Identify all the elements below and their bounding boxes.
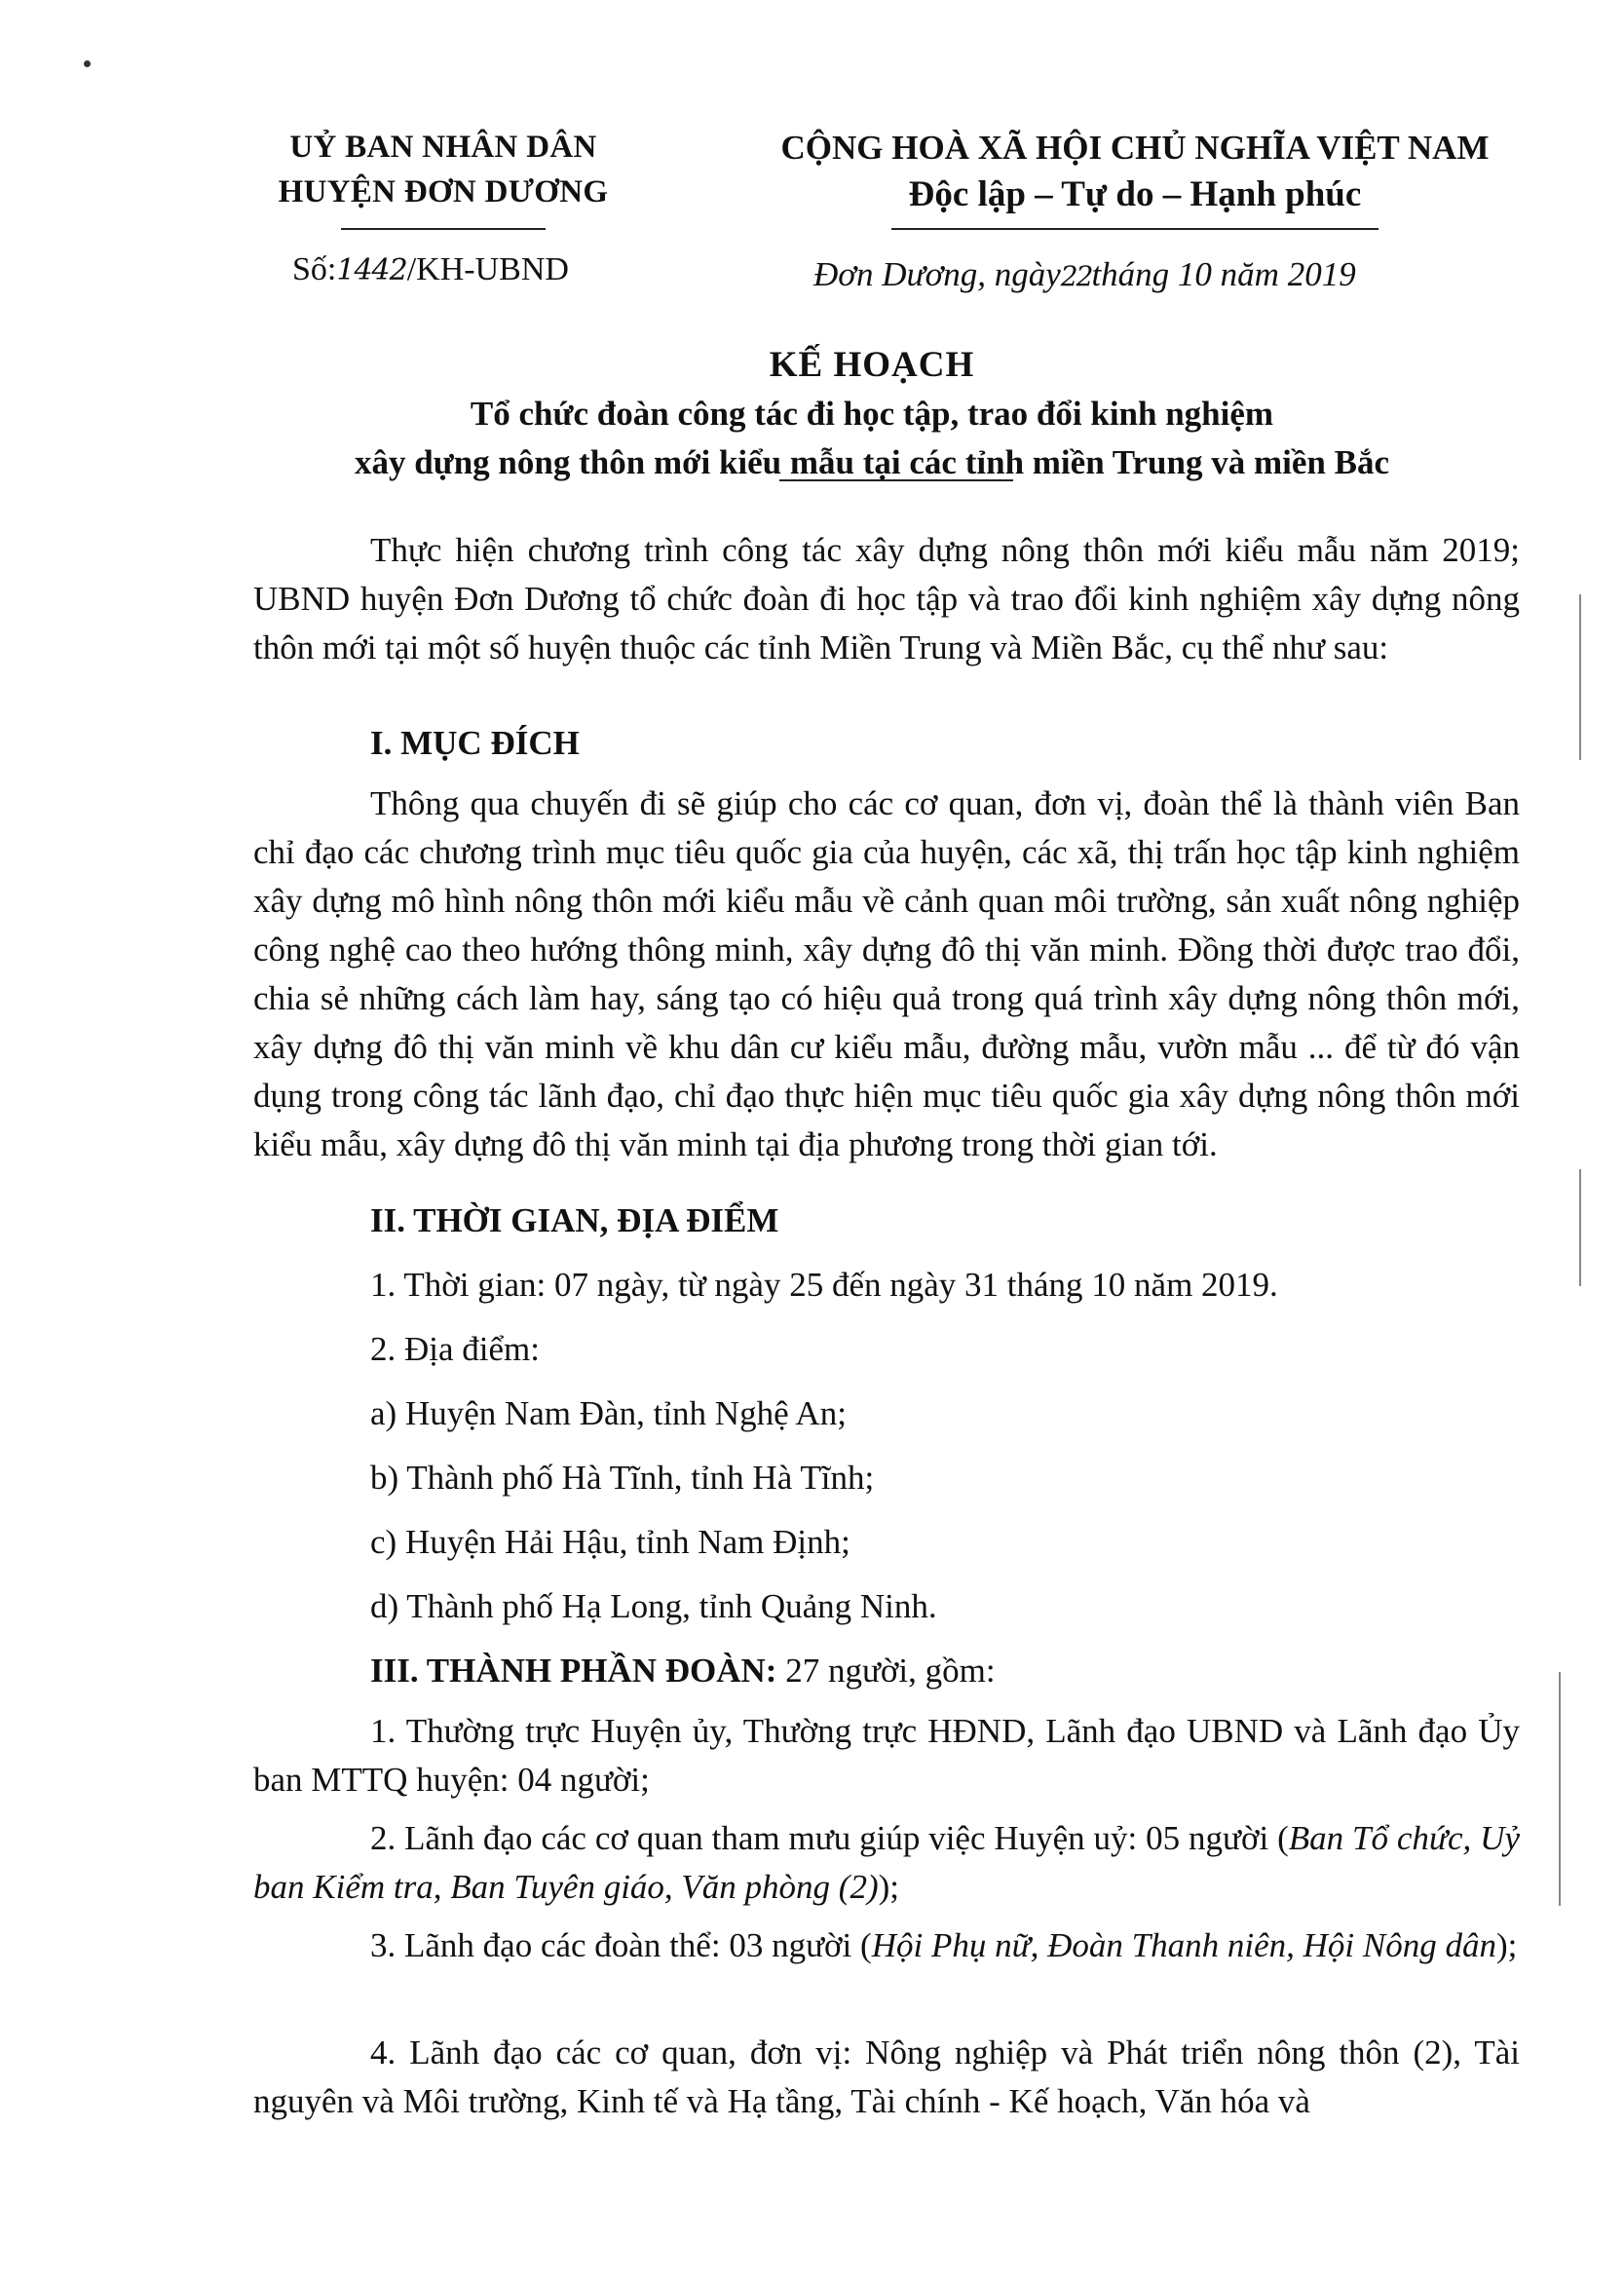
authority-line-1: UỶ BAN NHÂN DÂN	[289, 130, 597, 165]
title-underline	[779, 479, 1013, 481]
issuing-authority	[224, 125, 662, 230]
member-item-1: 1. Thường trực Huyện ủy, Thường trực HĐND, Lãnh đạo UBND và Lãnh đạo Ủy ban MTTQ huyện: 04 người;	[253, 1712, 1520, 1799]
place-item	[253, 1389, 1520, 1438]
member-item-3-main: 3. Lãnh đạo các đoàn thể: 03 người (	[370, 1926, 872, 1964]
section-1-text: Thông qua chuyến đi sẽ giúp cho các cơ quan, đơn vị, đoàn thể là thành viên Ban chỉ đạo các chương trình mục tiêu quốc gia của huyện, các xã, thị trấn học tập kinh nghiệm xây dựng mô hình nông thôn mới kiểu mẫu về cảnh quan môi trường, sản xuất nông nghiệp công nghệ cao theo hướng thông minh, xây dựng đô thị văn minh. Đồng thời được trao đổi, chia sẻ những cách làm hay, sáng tạo có hiệu quả trong quá trình xây dựng nông thôn mới, xây dựng đô thị văn minh về khu dân cư kiểu mẫu, đường mẫu, vườn mẫu ... để từ đó vận dụng trong công tác lãnh đạo, chỉ đạo thực hiện mục tiêu quốc gia xây dựng nông thôn mới kiểu mẫu, xây dựng đô thị văn minh tại địa phương trong thời gian tới.	[253, 784, 1520, 1163]
national-motto	[706, 125, 1564, 230]
member-item-4: 4. Lãnh đạo các cơ quan, đơn vị: Nông nghiệp và Phát triển nông thôn (2), Tài nguyên và Môi trường, Kinh tế và Hạ tầng, Tài chính - Kế hoạch, Văn hóa và	[253, 2033, 1520, 2120]
document-number	[292, 251, 569, 288]
motto-underline	[891, 228, 1379, 230]
doc-no-suffix: /KH-UBND	[406, 251, 569, 287]
intro-paragraph	[253, 526, 1520, 672]
authority-line-2: HUYỆN ĐƠN DƯƠNG	[278, 174, 609, 209]
date-suffix: tháng 10 năm 2019	[1091, 255, 1356, 293]
doc-no-handwritten: 1442	[336, 253, 407, 287]
section-3-heading	[253, 1647, 1520, 1695]
member-item-2-main: 2. Lãnh đạo các cơ quan tham mưu giúp việc Huyện uỷ: 05 người (	[370, 1819, 1289, 1857]
section-2-heading-block	[253, 1197, 1520, 1245]
motto-line: Độc lập – Tự do – Hạnh phúc	[908, 174, 1362, 214]
section-2-place-label	[253, 1325, 1520, 1374]
section-2-time	[253, 1261, 1520, 1310]
section-1-heading-block	[253, 719, 1520, 768]
section-1-paragraph	[253, 779, 1520, 1169]
document-title	[244, 341, 1500, 487]
section-3-heading-rest: 27 người, gồm:	[776, 1652, 996, 1690]
member-item	[253, 2029, 1520, 2126]
place-item	[253, 1582, 1520, 1631]
place-a: a) Huyện Nam Đàn, tỉnh Nghệ An;	[370, 1394, 847, 1432]
date-day-handwritten: 22	[1060, 260, 1092, 292]
country-name: CỘNG HOÀ XÃ HỘI CHỦ NGHĨA VIỆT NAM	[780, 129, 1490, 167]
section-3-heading-block	[253, 1647, 1520, 1695]
member-item	[253, 1707, 1520, 1805]
scan-edge-mark	[1579, 1169, 1581, 1286]
scan-edge-mark	[1579, 594, 1581, 760]
title-line-3: xây dựng nông thôn mới kiểu mẫu tại các tỉnh miền Trung và miền Bắc	[355, 443, 1389, 481]
member-item-3	[253, 1921, 1520, 1970]
date-prefix: Đơn Dương, ngày	[813, 255, 1061, 293]
member-item	[253, 1814, 1520, 1912]
section-2-heading: II. THỜI GIAN, ĐỊA ĐIỂM	[370, 1201, 779, 1239]
member-item-2-italic: Ban Tổ chức, Uỷ ban Kiểm tra, Ban Tuyên giáo, Văn phòng (2)	[253, 1819, 1520, 1906]
member-item-3-italic: Hội Phụ nữ, Đoàn Thanh niên, Hội Nông dân	[871, 1926, 1497, 1964]
member-item-3-end: );	[1496, 1926, 1518, 1964]
scan-edge-mark	[1559, 1672, 1561, 1906]
place-c: c) Huyện Hải Hậu, tỉnh Nam Định;	[370, 1523, 850, 1561]
document-date	[813, 255, 1356, 294]
member-item-2	[253, 1814, 1520, 1912]
member-item	[253, 1921, 1520, 1970]
section-1-heading: I. MỤC ĐÍCH	[370, 724, 580, 762]
time-text: 1. Thời gian: 07 ngày, từ ngày 25 đến ngày 31 tháng 10 năm 2019.	[370, 1266, 1278, 1304]
place-item	[253, 1518, 1520, 1567]
place-item	[253, 1454, 1520, 1502]
place-d: d) Thành phố Hạ Long, tỉnh Quảng Ninh.	[370, 1587, 937, 1625]
place-label: 2. Địa điểm:	[370, 1330, 540, 1368]
member-item-2-end: );	[878, 1868, 900, 1906]
authority-underline	[341, 228, 546, 230]
doc-no-prefix: Số:	[292, 251, 337, 287]
place-b: b) Thành phố Hà Tĩnh, tỉnh Hà Tĩnh;	[370, 1459, 875, 1497]
scan-speck	[84, 60, 91, 67]
title-line-2: Tổ chức đoàn công tác đi học tập, trao đổi kinh nghiệm	[470, 395, 1274, 433]
intro-text: Thực hiện chương trình công tác xây dựng nông thôn mới kiểu mẫu năm 2019; UBND huyện Đơn Dương tổ chức đoàn đi học tập và trao đổi kinh nghiệm xây dựng nông thôn mới tại một số huyện thuộc các tỉnh Miền Trung và Miền Bắc, cụ thể như sau:	[253, 531, 1520, 666]
title-type: KẾ HOẠCH	[769, 345, 975, 385]
section-3-heading-bold: III. THÀNH PHẦN ĐOÀN:	[370, 1652, 777, 1690]
